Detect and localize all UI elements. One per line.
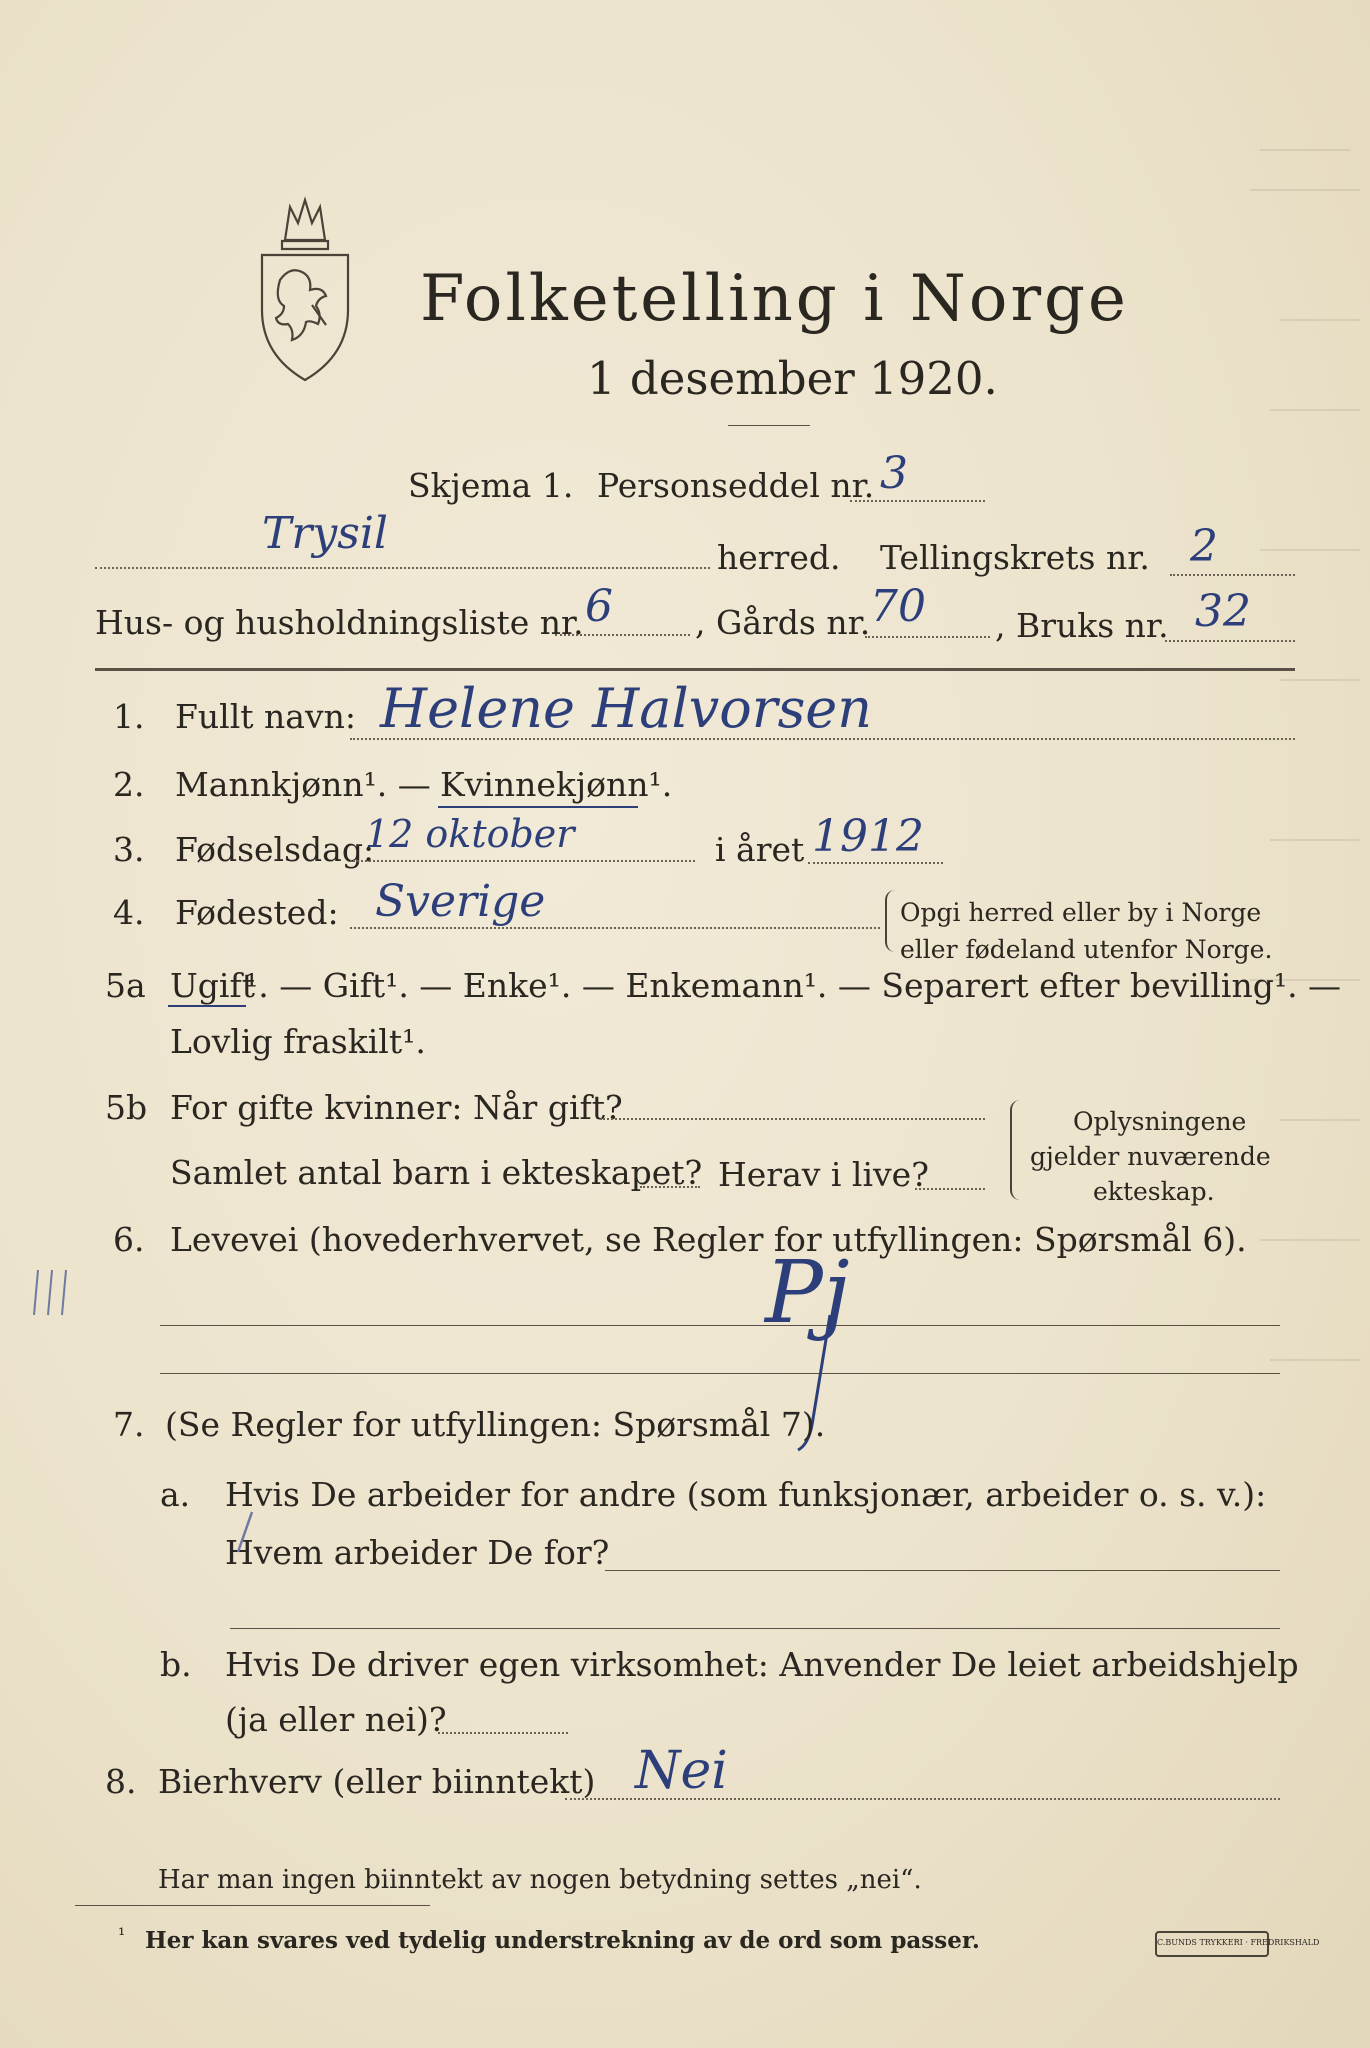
marital-fraskilt-option[interactable]: Lovlig fraskilt¹. — [170, 1022, 426, 1061]
q5b-married-label: For gifte kvinner: Når gift? — [170, 1088, 623, 1127]
q7a-answer-line — [605, 1570, 1280, 1571]
q5b-number: 5b — [105, 1088, 148, 1127]
schema-label: Skjema 1. — [408, 466, 574, 505]
footnote-text: Her kan svares ved tydelig understrekning av de ord som passer. — [145, 1927, 980, 1954]
side-income-value[interactable]: Nei — [635, 1741, 728, 1801]
q3-year-label: i året — [715, 830, 805, 869]
personseddel-label: Personseddel nr. — [597, 466, 875, 505]
q4-brace — [885, 890, 895, 952]
personseddel-line — [850, 500, 985, 502]
birth-year-value[interactable]: 1912 — [812, 811, 924, 862]
gards-line — [865, 636, 990, 638]
marital-other-options[interactable]: ¹. — Gift¹. — Enke¹. — Enkemann¹. — Separert efter bevilling¹. — — [245, 966, 1342, 1005]
coat-of-arms-icon — [250, 185, 360, 385]
q5b-married-line — [600, 1118, 985, 1120]
q4-note-1: Opgi herred eller by i Norge — [900, 898, 1262, 927]
footer-note: Har man ingen biinntekt av nogen betydning settes „nei“. — [158, 1865, 922, 1895]
q4-note-2: eller fødeland utenfor Norge. — [900, 935, 1273, 964]
herred-value[interactable]: Trysil — [262, 508, 388, 559]
q7b-answer-line — [438, 1732, 568, 1734]
q7b-letter: b. — [160, 1645, 192, 1684]
herred-label: herred. — [717, 538, 841, 577]
footnote-mark: ¹ — [118, 1925, 126, 1946]
q5b-note-3: ekteskap. — [1093, 1177, 1215, 1206]
q3-label: Fødselsdag: — [175, 830, 375, 869]
title-separator — [728, 425, 810, 426]
q6-line-1 — [160, 1325, 1280, 1326]
q3-year-line — [808, 862, 943, 864]
q1-label: Fullt navn: — [175, 697, 356, 736]
herred-line — [95, 567, 710, 569]
q5b-children-label: Samlet antal barn i ekteskapet? — [170, 1153, 703, 1192]
q4-number: 4. — [113, 893, 145, 932]
q7a-tick-mark — [228, 1508, 258, 1558]
husliste-value[interactable]: 6 — [585, 581, 613, 632]
q5b-brace — [1010, 1100, 1020, 1200]
census-date: 1 desember 1920. — [587, 352, 998, 405]
q3-number: 3. — [113, 830, 145, 869]
occupation-value[interactable]: Pj — [765, 1243, 850, 1343]
husliste-line — [555, 634, 690, 636]
bruks-label: , Bruks nr. — [995, 606, 1169, 645]
gards-value[interactable]: 70 — [870, 581, 926, 632]
bleed-through-marks — [1240, 120, 1370, 1420]
tellingskrets-label: Tellingskrets nr. — [880, 538, 1150, 577]
q4-line — [350, 927, 880, 929]
q5b-alive-line — [915, 1188, 985, 1190]
q8-label: Bierhverv (eller biinntekt) — [158, 1762, 596, 1801]
q7b-line-1: Hvis De driver egen virksomhet: Anvender De leiet arbeidshjelp — [225, 1645, 1299, 1684]
q7a-line-2: Hvem arbeider De for? — [225, 1533, 610, 1572]
gender-female-underline — [438, 806, 638, 808]
q8-number: 8. — [105, 1762, 137, 1801]
q6-line-2 — [160, 1373, 1280, 1374]
q6-label: Levevei (hovederhvervet, se Regler for utfyllingen: Spørsmål 6). — [170, 1220, 1247, 1259]
q3-line — [350, 860, 695, 862]
footer-divider — [75, 1905, 430, 1906]
q5a-number: 5a — [105, 966, 146, 1005]
birthplace-value[interactable]: Sverige — [375, 876, 546, 927]
marital-ugift-option[interactable]: Ugift — [170, 966, 255, 1005]
tellingskrets-value[interactable]: 2 — [1190, 521, 1218, 572]
bruks-value[interactable]: 32 — [1195, 586, 1251, 637]
q7a-letter: a. — [160, 1475, 191, 1514]
margin-tick-marks — [30, 1265, 75, 1320]
printer-stamp-text: C.BUNDS TRYKKERI · FREDRIKSHALD — [1157, 1938, 1320, 1947]
marital-ugift-underline — [168, 1005, 246, 1007]
gender-male-option[interactable]: Mannkjønn¹. — — [175, 765, 431, 804]
bruks-line — [1165, 640, 1295, 642]
form-title: Folketelling i Norge — [420, 262, 1129, 336]
q5b-note-1: Oplysningene — [1073, 1107, 1247, 1136]
q7a-line-1: Hvis De arbeider for andre (som funksjonær, arbeider o. s. v.): — [225, 1475, 1267, 1514]
q5b-note-2: gjelder nuværende — [1030, 1142, 1271, 1171]
gender-female-option[interactable]: Kvinnekjønn¹. — [440, 765, 673, 804]
q7b-line-2: (ja eller nei)? — [225, 1700, 447, 1739]
q6-number: 6. — [113, 1220, 145, 1259]
q1-number: 1. — [113, 697, 145, 736]
husliste-label: Hus- og husholdningsliste nr. — [95, 603, 584, 642]
q5b-alive-label: Herav i live? — [718, 1155, 929, 1194]
personseddel-value[interactable]: 3 — [880, 448, 908, 499]
full-name-value[interactable]: Helene Halvorsen — [380, 677, 873, 740]
q7-number: 7. — [113, 1405, 145, 1444]
birthday-value[interactable]: 12 oktober — [365, 812, 575, 856]
q5b-children-line — [640, 1186, 700, 1188]
q2-number: 2. — [113, 765, 145, 804]
gards-label: , Gårds nr. — [695, 603, 871, 642]
q4-label: Fødested: — [175, 893, 339, 932]
printer-stamp — [1155, 1931, 1320, 1957]
tellingskrets-line — [1170, 574, 1295, 576]
q7a-answer-line-2 — [230, 1628, 1280, 1629]
header-divider — [95, 668, 1295, 671]
q7-label: (Se Regler for utfyllingen: Spørsmål 7). — [165, 1405, 826, 1444]
